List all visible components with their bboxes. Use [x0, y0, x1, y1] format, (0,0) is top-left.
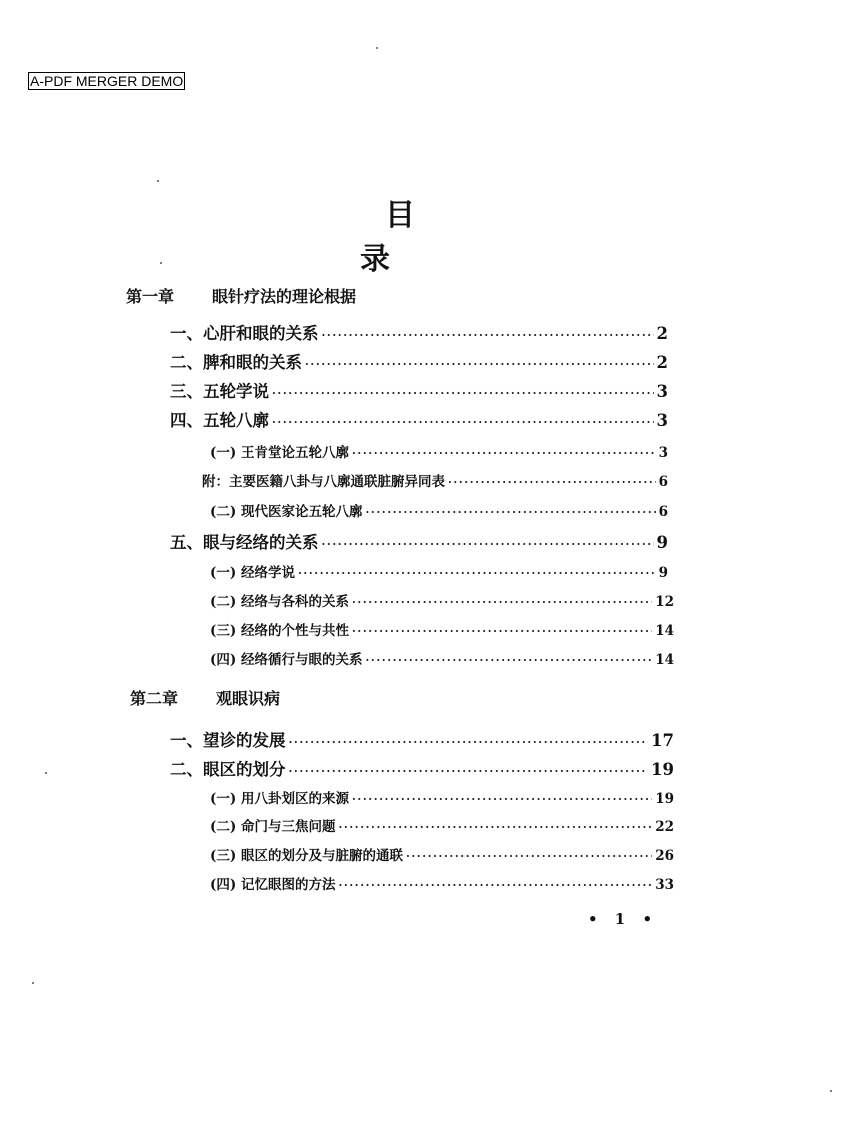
toc-entry[interactable]	[170, 349, 668, 373]
chapter-number: 第二章	[130, 689, 179, 708]
toc-entry-page: 6	[658, 474, 668, 490]
toc-leader-dots	[406, 850, 652, 863]
toc-subentry[interactable]	[210, 561, 668, 581]
toc-entry[interactable]	[170, 320, 668, 344]
toc-entry-label: (二) 命门与三焦问题	[210, 819, 336, 835]
toc-leader-dots	[338, 821, 652, 834]
chapter-heading	[130, 686, 280, 709]
toc-entry-page: 9	[656, 533, 668, 552]
toc-leader-dots	[298, 567, 656, 580]
toc-entry-label: 五、眼与经络的关系	[170, 533, 319, 552]
toc-entry-label: 一、望诊的发展	[170, 731, 286, 750]
chapter-heading	[126, 284, 356, 307]
toc-leader-dots	[272, 416, 654, 429]
toc-leader-dots	[289, 736, 649, 749]
toc-leader-dots	[322, 329, 654, 342]
toc-leader-dots	[352, 625, 652, 638]
toc-leader-dots	[352, 596, 652, 609]
toc-entry-label: 一、心肝和眼的关系	[170, 324, 319, 343]
toc-entry-page: 26	[655, 848, 674, 864]
toc-leader-dots	[365, 506, 655, 519]
toc-entry[interactable]	[170, 727, 674, 751]
toc-subentry[interactable]	[210, 873, 674, 893]
toc-entry-label: 二、眼区的划分	[170, 760, 286, 779]
toc-entry-page: 9	[658, 565, 668, 581]
toc-leader-dots	[289, 765, 649, 778]
toc-entry-page: 12	[655, 594, 674, 610]
toc-subentry[interactable]	[210, 815, 674, 835]
toc-entry-label: (一) 用八卦划区的来源	[210, 791, 349, 807]
toc-entry[interactable]	[170, 378, 668, 402]
toc-entry-page: 3	[656, 411, 668, 430]
toc-entry-page: 2	[656, 353, 668, 372]
toc-entry-page: 14	[655, 652, 674, 668]
toc-entry-page: 3	[658, 445, 668, 461]
toc-leader-dots	[352, 793, 652, 806]
toc-leader-dots	[448, 476, 656, 489]
toc-subentry[interactable]	[210, 500, 668, 520]
toc-subentry[interactable]	[210, 648, 674, 668]
toc-entry-label: (四) 经络循行与眼的关系	[210, 652, 363, 668]
toc-appendix-entry[interactable]	[202, 470, 668, 490]
scan-speck	[830, 1090, 832, 1092]
toc-leader-dots	[305, 358, 654, 371]
toc-entry-page: 22	[655, 819, 674, 835]
scan-speck	[45, 772, 47, 774]
toc-leader-dots	[365, 654, 652, 667]
toc-entry-page: 33	[655, 877, 674, 893]
toc-entry-label: (三) 眼区的划分及与脏腑的通联	[210, 848, 403, 864]
toc-entry-label: (一) 经络学说	[210, 565, 295, 581]
toc-entry-label: 二、脾和眼的关系	[170, 353, 302, 372]
toc-entry-label: 四、五轮八廓	[170, 411, 269, 430]
toc-entry-page: 19	[651, 760, 674, 779]
chapter-title: 眼针疗法的理论根据	[212, 287, 357, 306]
toc-leader-dots	[352, 447, 656, 460]
scan-speck	[157, 180, 159, 182]
toc-subentry[interactable]	[210, 844, 674, 864]
toc-entry[interactable]	[170, 756, 674, 780]
toc-subentry[interactable]	[210, 441, 668, 461]
toc-leader-dots	[322, 538, 654, 551]
toc-subentry[interactable]	[210, 590, 674, 610]
toc-entry-label: (二) 现代医家论五轮八廓	[210, 504, 363, 520]
toc-entry-label: (一) 王肯堂论五轮八廓	[210, 445, 349, 461]
page-number: • 1 •	[588, 910, 659, 928]
toc-subentry[interactable]	[210, 787, 674, 807]
toc-entry-page: 17	[651, 731, 674, 750]
toc-leader-dots	[272, 387, 654, 400]
chapter-title: 观眼识病	[216, 689, 281, 708]
toc-leader-dots	[338, 879, 652, 892]
toc-entry[interactable]	[170, 407, 668, 431]
toc-entry-page: 3	[656, 382, 668, 401]
toc-entry-label: (三) 经络的个性与共性	[210, 623, 349, 639]
chapter-number: 第一章	[126, 287, 175, 306]
scan-speck	[160, 262, 162, 264]
scan-speck	[376, 47, 378, 49]
toc-entry-page: 6	[658, 504, 668, 520]
toc-subentry[interactable]	[210, 619, 674, 639]
watermark-label: A-PDF MERGER DEMO	[30, 73, 184, 89]
toc-entry-page: 14	[655, 623, 674, 639]
scan-speck	[32, 982, 34, 984]
toc-entry-page: 2	[656, 324, 668, 343]
toc-entry-label: 三、五轮学说	[170, 382, 269, 401]
toc-entry-label: (二) 经络与各科的关系	[210, 594, 349, 610]
toc-entry-page: 19	[655, 791, 674, 807]
page-title: 目 录	[360, 198, 465, 277]
toc-entry[interactable]	[170, 529, 668, 553]
toc-entry-label: 附：主要医籍八卦与八廓通联脏腑异同表	[202, 474, 445, 490]
toc-entry-label: (四) 记忆眼图的方法	[210, 877, 336, 893]
